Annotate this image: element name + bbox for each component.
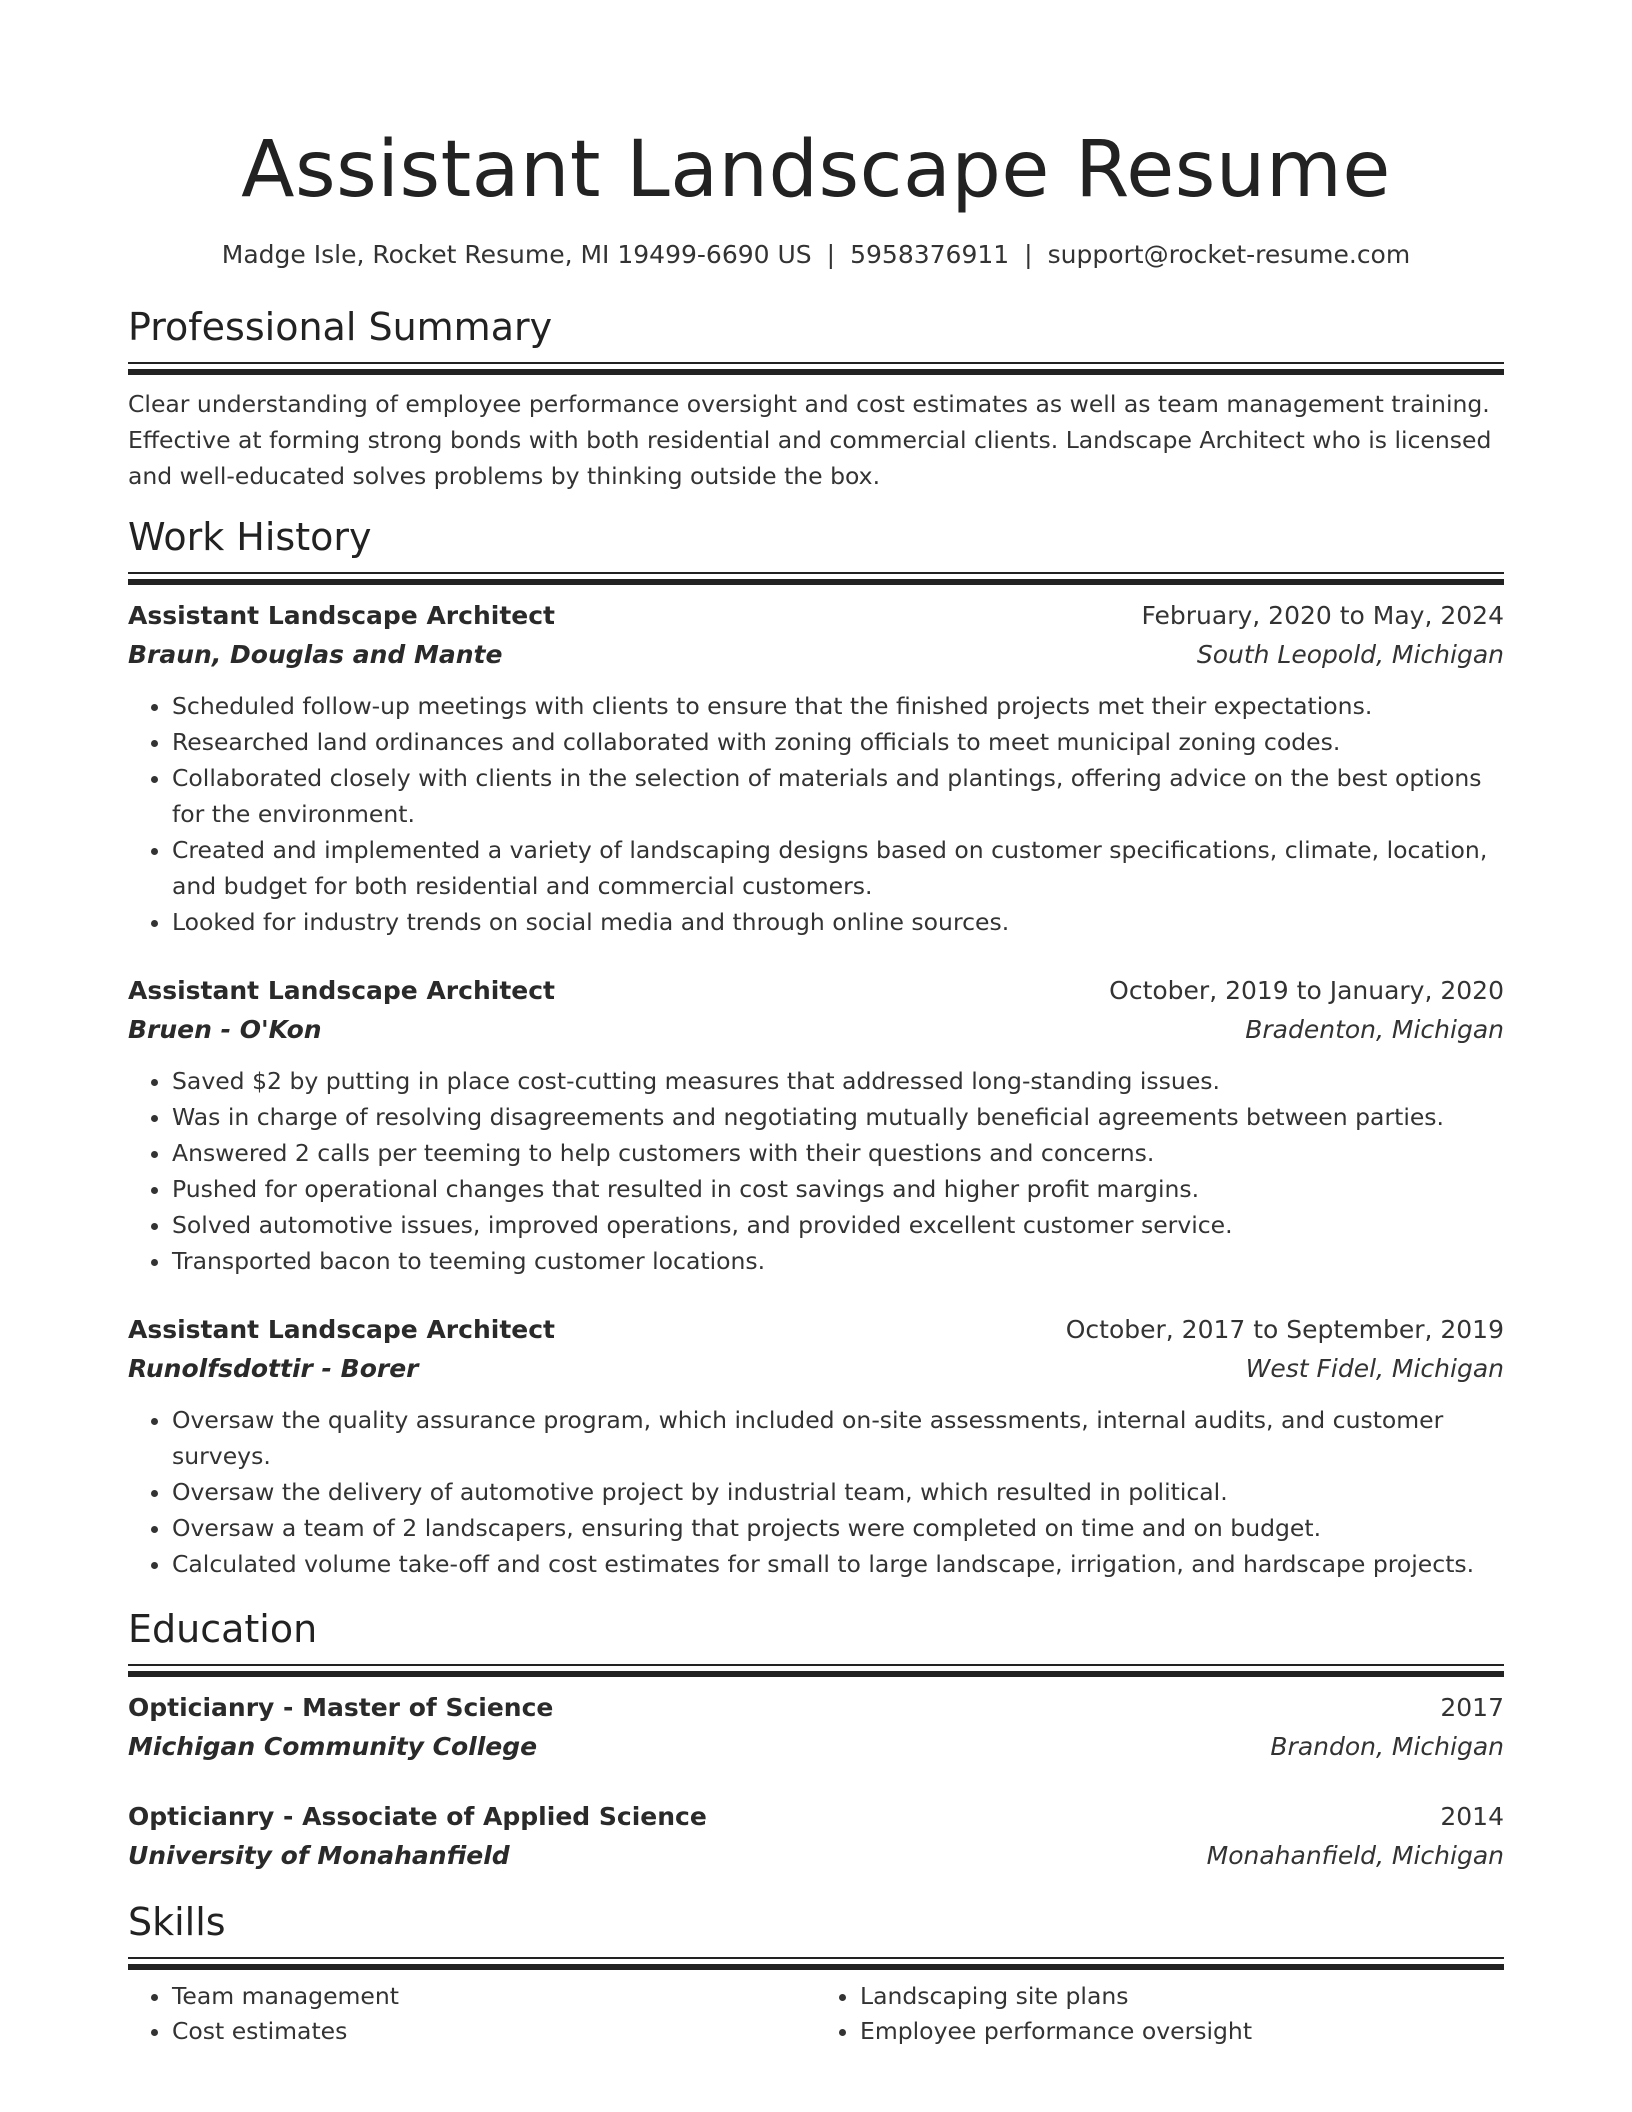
job-location: West Fidel, Michigan: [1245, 1354, 1504, 1383]
job-bullets: [128, 688, 1504, 940]
job-bullet: • Pushed for operational changes that resulted in cost savings and higher profit margins.: [172, 1171, 1504, 1207]
section-heading-summary: Professional Summary: [128, 305, 553, 349]
education-section: [128, 1604, 1504, 1875]
job-entry: [128, 971, 1504, 1279]
contact-separator: |: [1024, 240, 1033, 269]
job-title: Assistant Landscape Architect: [128, 1315, 555, 1344]
education-degree: Opticianry - Associate of Applied Science: [128, 1802, 707, 1831]
contact-email: support@rocket-resume.com: [1047, 240, 1411, 269]
skill-item: • Team management: [172, 1979, 816, 2014]
job-bullet: • Oversaw the quality assurance program, which included on-site assessments, internal audits, and customer surveys.: [172, 1402, 1504, 1474]
job-dates: February, 2020 to May, 2024: [1141, 601, 1504, 630]
job-header-row: [128, 596, 1504, 635]
job-company: Runolfsdottir - Borer: [128, 1354, 419, 1383]
job-bullet: • Saved $2 by putting in place cost-cutting measures that addressed long-standing issues.: [172, 1063, 1504, 1099]
job-title: Assistant Landscape Architect: [128, 601, 555, 630]
education-school-row: [128, 1836, 1504, 1875]
job-bullet: • Looked for industry trends on social media and through online sources.: [172, 904, 1504, 940]
job-bullet: • Answered 2 calls per teeming to help customers with their questions and concerns.: [172, 1135, 1504, 1171]
contact-address: Madge Isle, Rocket Resume, MI 19499-6690 US: [221, 240, 812, 269]
job-company-row: [128, 1010, 1504, 1049]
education-location: Monahanfield, Michigan: [1206, 1841, 1504, 1870]
job-bullet: • Calculated volume take-off and cost estimates for small to large landscape, irrigation, and hardscape projects.: [172, 1546, 1504, 1582]
job-bullets: [128, 1063, 1504, 1279]
summary-text: Clear understanding of employee performance oversight and cost estimates as well as team management training. Effective at forming strong bonds with both residential and commercial clients. Landscape Architect who is licensed and well-educated solves problems by thinking outside the box.: [128, 390, 1492, 490]
job-entry: [128, 1310, 1504, 1582]
education-entry: [128, 1797, 1504, 1875]
skills-section: [128, 1897, 1504, 2049]
education-year: 2014: [1440, 1802, 1504, 1831]
job-bullets: [128, 1402, 1504, 1582]
job-dates: October, 2017 to September, 2019: [1065, 1315, 1504, 1344]
contact-line: [128, 238, 1504, 272]
skills-column-left: [128, 1979, 816, 2049]
job-bullet: • Oversaw the delivery of automotive project by industrial team, which resulted in political.: [172, 1474, 1504, 1510]
education-degree: Opticianry - Master of Science: [128, 1693, 554, 1722]
education-header-row: [128, 1688, 1504, 1727]
job-location: Bradenton, Michigan: [1245, 1015, 1504, 1044]
job-dates: October, 2019 to January, 2020: [1109, 976, 1504, 1005]
job-bullet: • Was in charge of resolving disagreements and negotiating mutually beneficial agreements between parties.: [172, 1099, 1504, 1135]
skill-item: • Employee performance oversight: [860, 2014, 1504, 2049]
resume-page: [128, 0, 1504, 2049]
contact-phone: 5958376911: [850, 240, 1010, 269]
section-divider: [128, 362, 1504, 378]
resume-title: Assistant Landscape Resume: [241, 125, 1391, 215]
job-company-row: [128, 635, 1504, 674]
education-school: Michigan Community College: [128, 1732, 538, 1761]
job-bullet: • Solved automotive issues, improved operations, and provided excellent customer service.: [172, 1207, 1504, 1243]
skills-grid: [128, 1979, 1504, 2049]
job-bullet: • Researched land ordinances and collaborated with zoning officials to meet municipal zoning codes.: [172, 724, 1504, 760]
education-location: Brandon, Michigan: [1270, 1732, 1504, 1761]
job-bullet: • Collaborated closely with clients in the selection of materials and plantings, offering advice on the best options for the environment.: [172, 760, 1504, 832]
section-heading-education: Education: [128, 1607, 318, 1651]
job-bullet: • Oversaw a team of 2 landscapers, ensuring that projects were completed on time and on budget.: [172, 1510, 1504, 1546]
education-header-row: [128, 1797, 1504, 1836]
job-bullet: • Scheduled follow-up meetings with clients to ensure that the finished projects met their expectations.: [172, 688, 1504, 724]
job-location: South Leopold, Michigan: [1196, 640, 1504, 669]
job-company-row: [128, 1349, 1504, 1388]
contact-separator: |: [826, 240, 836, 269]
work-history-section: [128, 512, 1504, 1582]
job-entry: [128, 596, 1504, 940]
skill-item: • Cost estimates: [172, 2014, 816, 2049]
job-company: Bruen - O'Kon: [128, 1015, 322, 1044]
skill-item: • Landscaping site plans: [860, 1979, 1504, 2014]
section-divider: [128, 1957, 1504, 1973]
job-company: Braun, Douglas and Mante: [128, 640, 503, 669]
education-school-row: [128, 1727, 1504, 1766]
job-header-row: [128, 971, 1504, 1010]
job-bullet: • Transported bacon to teeming customer locations.: [172, 1243, 1504, 1279]
section-heading-work: Work History: [128, 515, 372, 559]
education-year: 2017: [1440, 1693, 1504, 1722]
section-heading-skills: Skills: [128, 1900, 226, 1944]
section-divider: [128, 1664, 1504, 1680]
education-entry: [128, 1688, 1504, 1766]
summary-section: [128, 302, 1504, 494]
job-bullet: • Created and implemented a variety of landscaping designs based on customer specifications, climate, location, and budget for both residential and commercial customers.: [172, 832, 1504, 904]
section-divider: [128, 572, 1504, 588]
education-school: University of Monahanfield: [128, 1841, 510, 1870]
job-header-row: [128, 1310, 1504, 1349]
skills-column-right: [816, 1979, 1504, 2049]
job-title: Assistant Landscape Architect: [128, 976, 555, 1005]
